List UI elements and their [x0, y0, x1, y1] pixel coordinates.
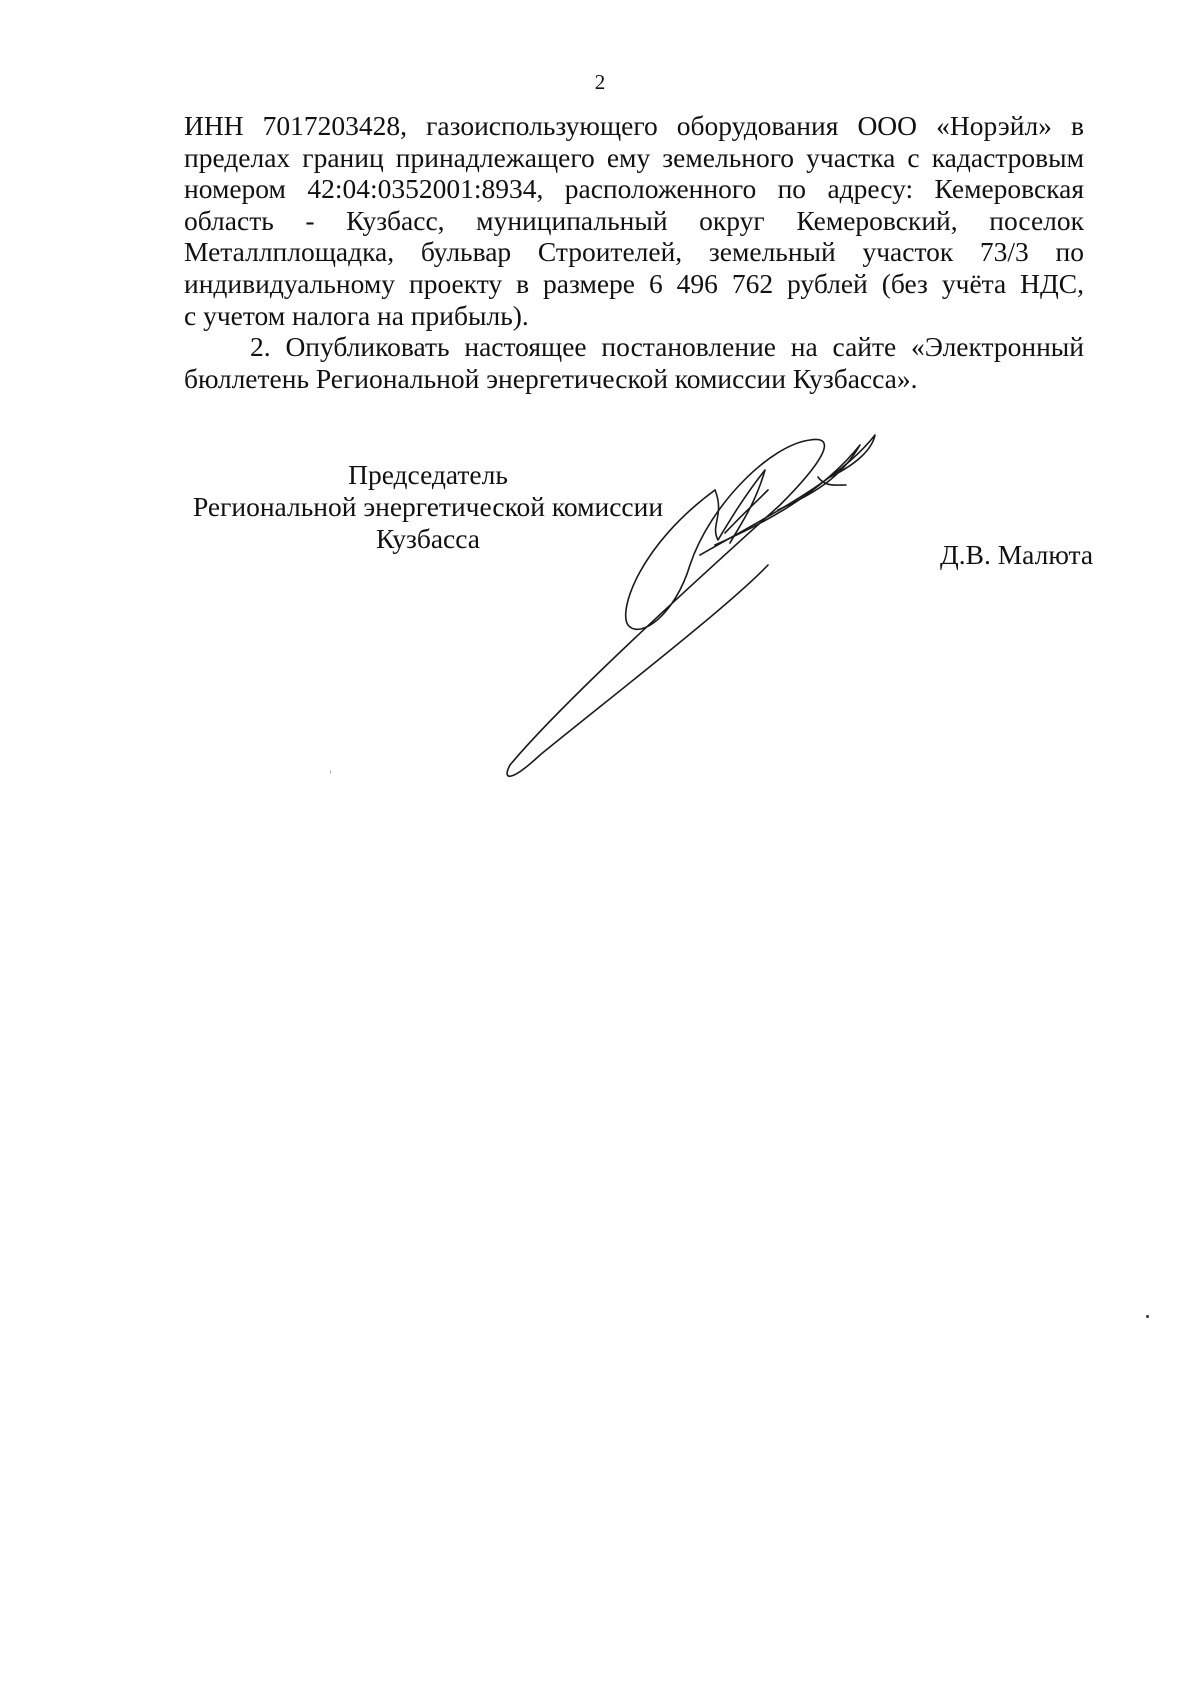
position-line: Кузбасса: [375, 523, 481, 554]
paragraph-2-line: бюллетень Региональной энергетической комиссии Кузбасса».: [184, 362, 918, 394]
signature-stroke: [507, 565, 768, 776]
scan-speck: [330, 770, 331, 774]
paragraph-2-line: 2. Опубликовать настоящее постановление на сайте «Электронный: [250, 331, 1084, 363]
paragraph-1-line: с учетом налога на прибыль).: [184, 299, 529, 331]
position-line: Председатель: [348, 459, 508, 490]
scan-speck: [1146, 1315, 1149, 1318]
paragraph-1-line: индивидуальному проекту в размере 6 496 762 рублей (без учёта НДС,: [184, 267, 1084, 299]
signature-stroke: [510, 439, 824, 765]
paragraph-1-line: ИНН 7017203428, газоиспользующего оборудования ООО «Норэйл» в: [184, 110, 1084, 141]
paragraph-1-line: пределах границ принадлежащего ему земельного участка с кадастровым: [184, 141, 1084, 173]
document-body: [184, 110, 1084, 394]
page-number: 2: [594, 70, 606, 94]
position-line: Региональной энергетической комиссии: [192, 491, 664, 522]
paragraph-1-line: Металлплощадка, бульвар Строителей, земельный участок 73/3 по: [184, 236, 1084, 268]
handwritten-signature: [500, 425, 980, 785]
signer-name: Д.В. Малюта: [940, 539, 1094, 570]
paragraph-1-line: область - Кузбасс, муниципальный округ Кемеровский, поселок: [184, 204, 1084, 236]
signature-stroke: [700, 435, 875, 555]
paragraph-1-line: номером 42:04:0352001:8934, расположенного по адресу: Кемеровская: [184, 173, 1084, 205]
